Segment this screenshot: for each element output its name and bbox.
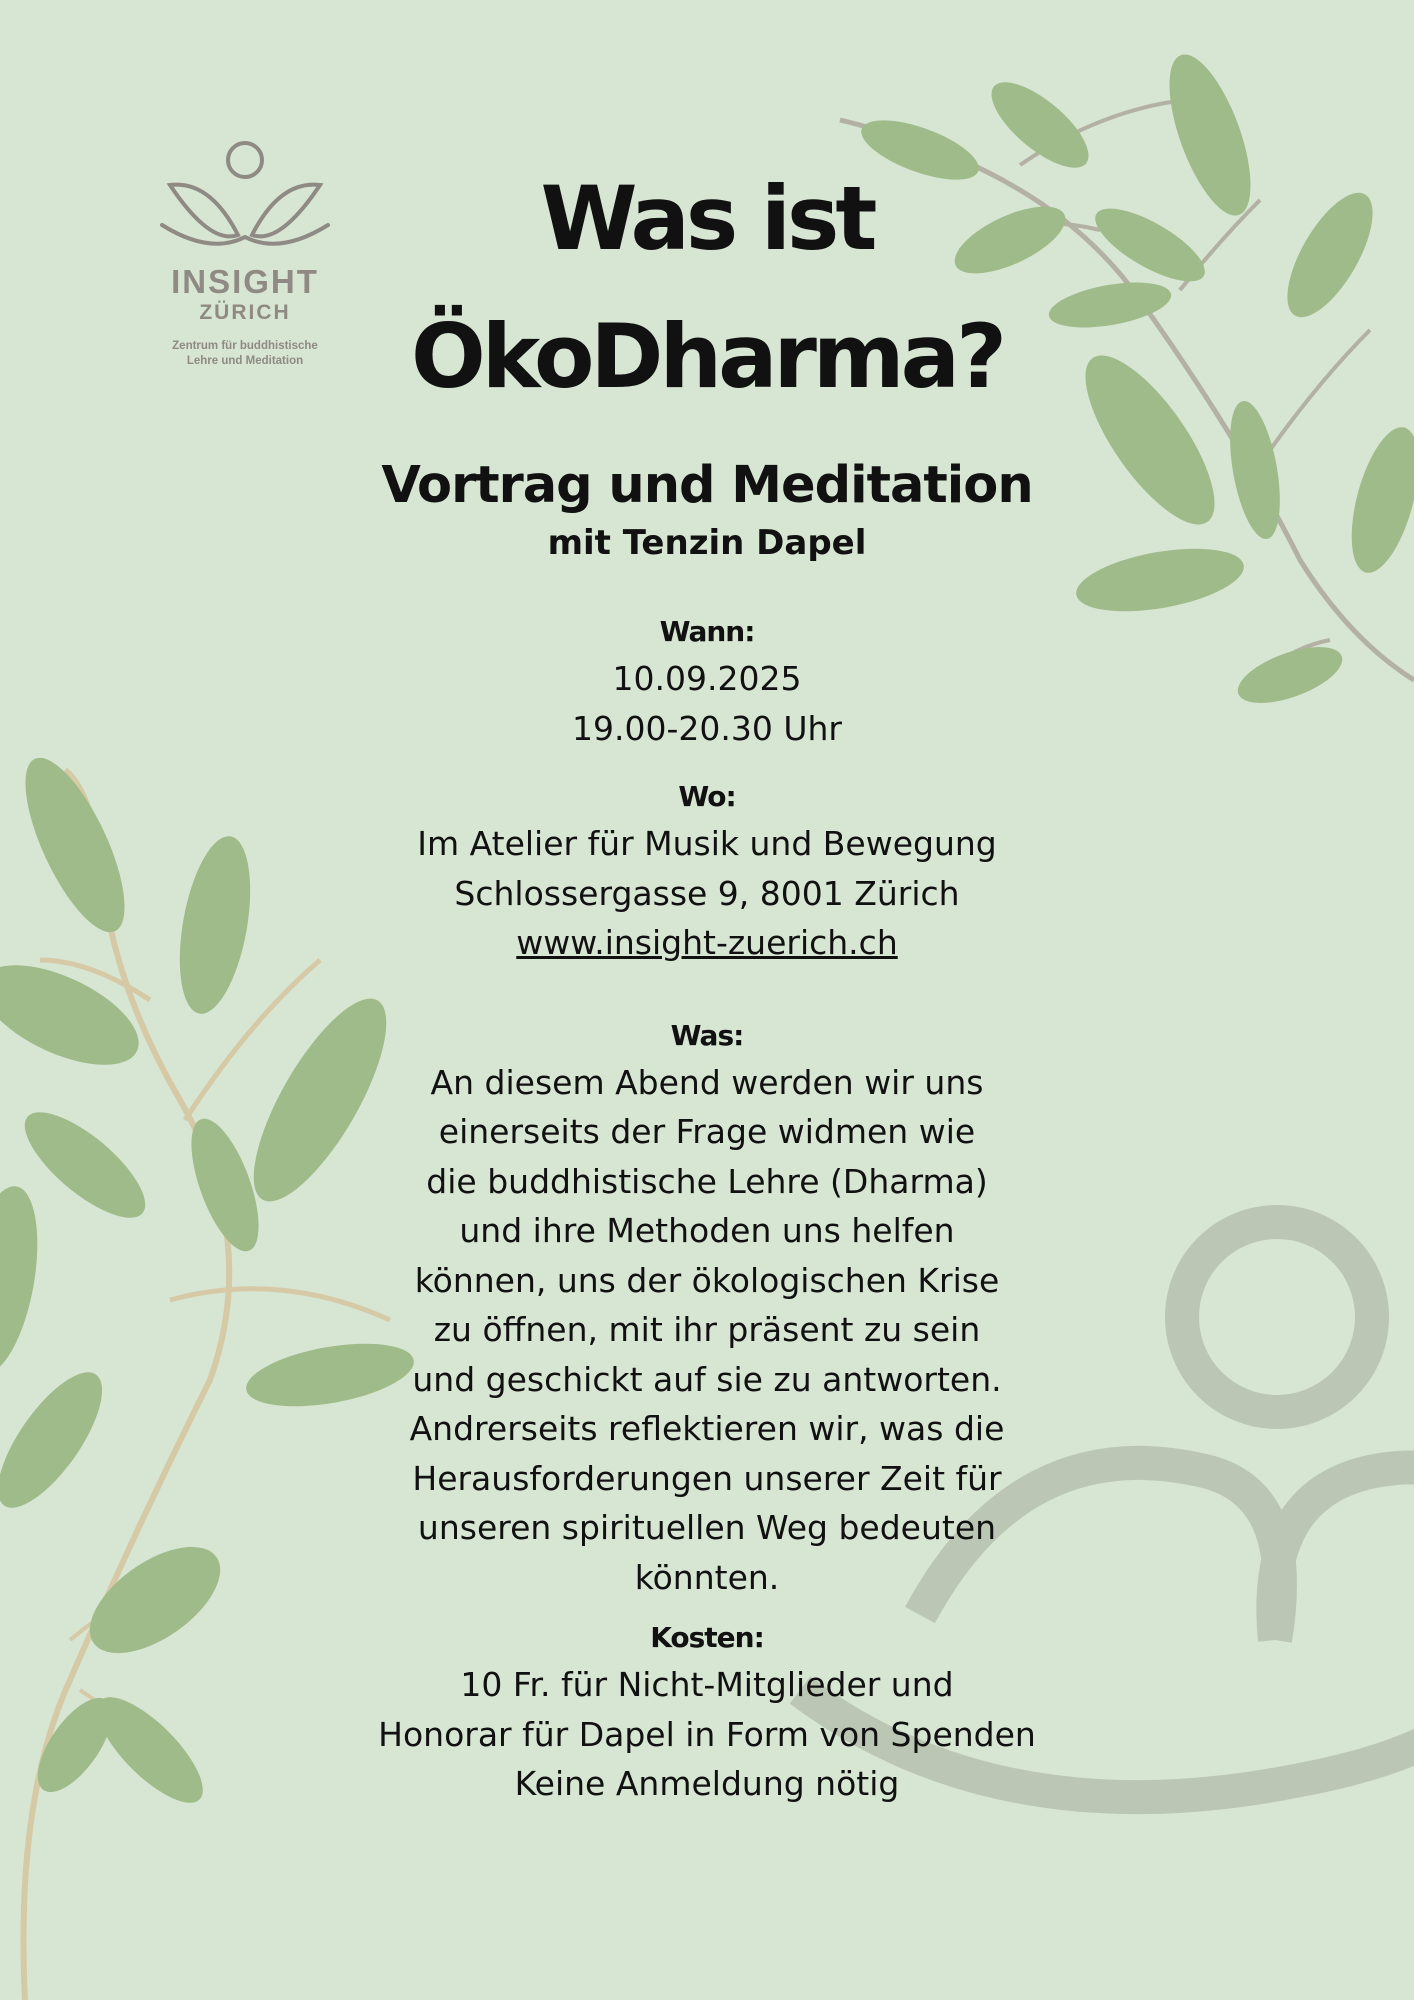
description-line: Andrerseits reflektieren wir, was die xyxy=(409,1409,1005,1448)
when-label: Wann: xyxy=(659,615,755,648)
description-line: und geschickt auf sie zu antworten. xyxy=(412,1359,1002,1399)
costs-label: Kosten: xyxy=(650,1621,764,1654)
costs-section xyxy=(330,1616,1084,1809)
event-time: 19.00-20.30 Uhr xyxy=(572,708,842,748)
logo-tagline xyxy=(150,339,340,369)
costs-line2: Honorar für Dapel in Form von Spenden xyxy=(378,1714,1036,1754)
description-line: zu öffnen, mit ihr präsent zu sein xyxy=(433,1310,981,1349)
lotus-logo-icon xyxy=(150,135,340,255)
costs-line3: Keine Anmeldung nötig xyxy=(514,1764,900,1803)
logo-city: ZÜRICH xyxy=(199,301,291,324)
what-label: Was: xyxy=(670,1018,744,1052)
website-link[interactable]: www.insight-zuerich.ch xyxy=(516,923,898,962)
description-line: und ihre Methoden uns helfen xyxy=(459,1211,955,1250)
subtitle: Vortrag und Meditation xyxy=(381,456,1033,515)
logo-tagline-line2: Lehre und Meditation xyxy=(186,355,304,367)
logo-name: INSIGHT xyxy=(171,263,319,300)
when-section xyxy=(330,610,1084,753)
description xyxy=(330,1058,1084,1603)
logo-tagline-line1: Zentrum für buddhistische xyxy=(172,340,318,352)
description-line: könnten. xyxy=(634,1557,780,1597)
costs-line1: 10 Fr. für Nicht-Mitglieder und xyxy=(460,1665,954,1704)
description-line: An diesem Abend werden wir uns xyxy=(430,1062,984,1102)
title-line1: Was ist xyxy=(540,167,874,270)
address: Schlossergasse 9, 8001 Zürich xyxy=(454,873,960,913)
venue: Im Atelier für Musik und Bewegung xyxy=(417,824,997,863)
title-line2: ÖkoDharma? xyxy=(410,305,1004,408)
description-line: können, uns der ökologischen Krise xyxy=(414,1260,1000,1300)
description-line: einerseits der Frage widmen wie xyxy=(438,1112,976,1151)
speaker: mit Tenzin Dapel xyxy=(547,523,867,563)
insight-logo xyxy=(150,135,340,369)
what-section xyxy=(330,1014,1084,1603)
where-label: Wo: xyxy=(678,780,736,813)
description-line: die buddhistische Lehre (Dharma) xyxy=(426,1161,988,1201)
description-line: Herausforderungen unserer Zeit für xyxy=(412,1458,1002,1498)
description-line: unseren spirituellen Weg bedeuten xyxy=(417,1508,997,1547)
event-date: 10.09.2025 xyxy=(612,659,802,698)
page-title xyxy=(330,150,1084,426)
poster-content xyxy=(330,150,1084,1809)
where-section xyxy=(330,775,1084,968)
